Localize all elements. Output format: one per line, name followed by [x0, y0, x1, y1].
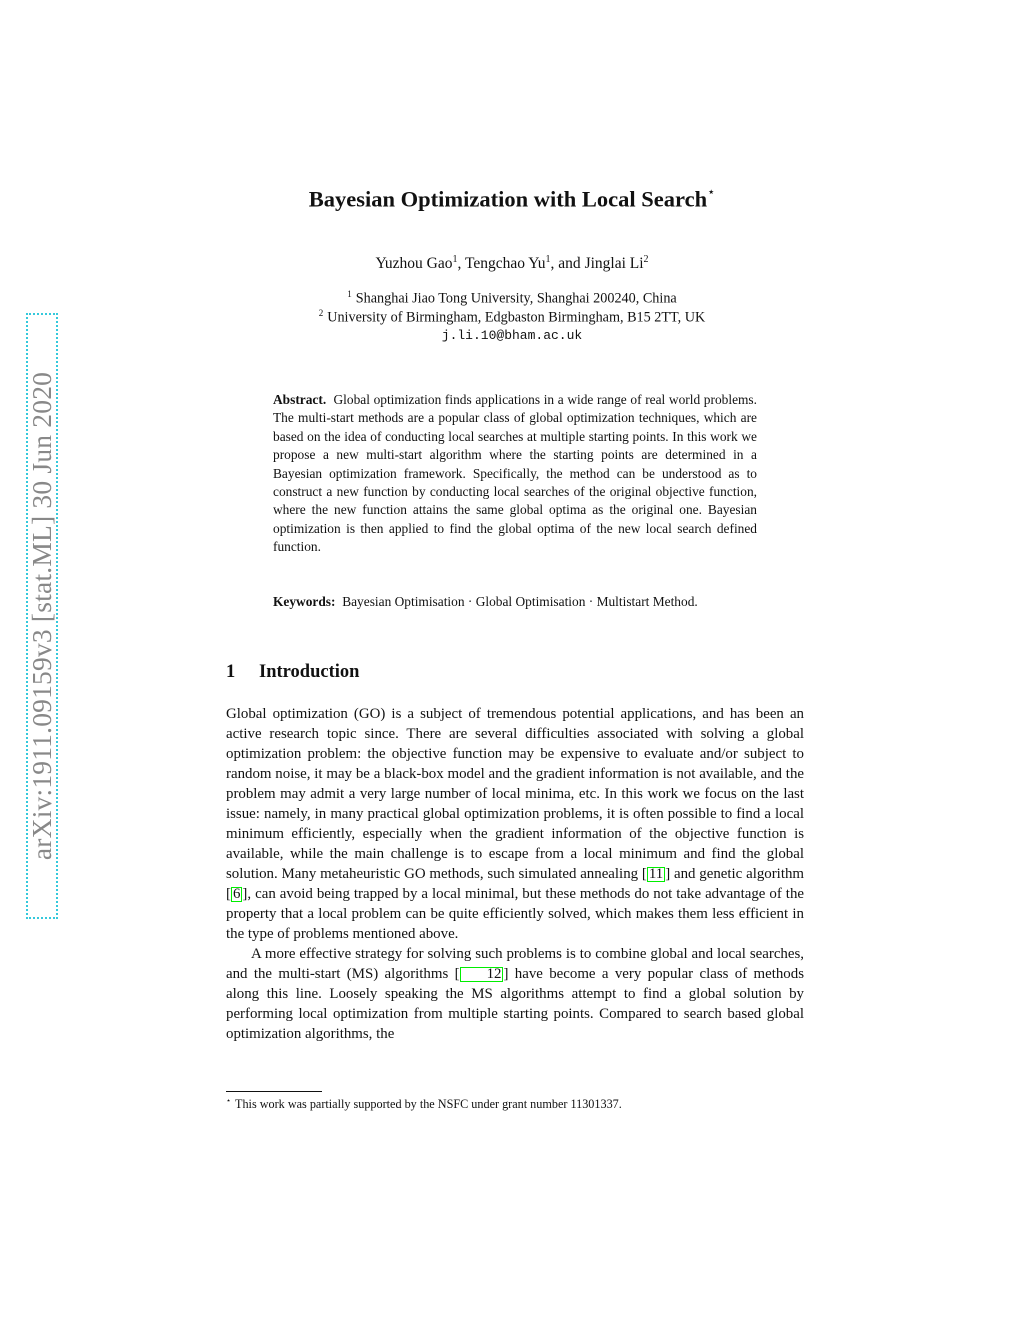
- citation-link[interactable]: [ 11 ]: [641, 866, 671, 882]
- title-footnote-mark: ⋆: [707, 184, 716, 199]
- body-text: [226, 704, 804, 1044]
- section-title: Introduction: [259, 662, 360, 682]
- affiliation-text: University of Birmingham, Edgbaston Birmingham, B15 2TT, UK: [327, 309, 706, 326]
- paragraph-text: A more effective strategy for solving such problems is to combine global and local searches, and the multi-start (MS) algorithms: [226, 946, 804, 982]
- keywords-text: Bayesian Optimisation · Global Optimisation · Multistart Method.: [342, 594, 698, 609]
- author-name: Yuzhou Gao: [375, 255, 453, 273]
- author-separator: ,: [457, 255, 465, 273]
- paragraph-text: Global optimization (GO) is a subject of tremendous potential applications, and has been an active research topic since. There are several difficulties associated with solving a global optimization problem: the objective function may be expensive to evaluate and/or subject to random noise, it may be a black-box model and the gradient information is not available, and the problem may admit a very large number of local minima, etc. In this work we focus on the last issue: namely, in many practical global optimization problems, it is often possible to find a local minimum efficiently, especially when the gradient information of the objective function is available, while the main challenge is to escape from a local minimum and find the global solution. Many metaheuristic GO methods, such simulated annealing: [226, 706, 804, 882]
- paper-title: [0, 186, 1024, 213]
- arxiv-stamp-text: arXiv:1911.09159v3 [stat.ML] 30 Jun 2020: [26, 371, 57, 861]
- title-text: Bayesian Optimization with Local Search: [308, 186, 708, 212]
- paragraph-text: and genetic algorithm: [670, 866, 804, 882]
- paragraph: [226, 704, 804, 944]
- affiliation-2: [0, 308, 1024, 327]
- abstract-text: Global optimization finds applications in a wide range of real world problems. The multi-start methods are a popular class of global optimization techniques, which are based on the idea of conducting local searches at multiple starting points. In this work we propose a new multi-start algorithm where the starting points are determined in a Bayesian optimization framework. Specifically, the method can be understood as to construct a new function by conducting local searches of the original objective function, where the new function attains the same global optima as the original one. Bayesian optimization is then applied to find the global optima of the new local search defined function.: [273, 392, 757, 555]
- author-affil-mark: 2: [643, 254, 649, 265]
- abstract: [273, 391, 757, 557]
- section-heading: [226, 662, 359, 683]
- author-separator: , and: [550, 255, 585, 273]
- paragraph-text: , can avoid being trapped by a local minimal, but these methods do not take advantage of the property that a local problem can be quite efficiently solved, which makes them less efficient in the type of problems mentioned above.: [226, 886, 804, 942]
- citation-link[interactable]: [ 6 ]: [226, 886, 248, 902]
- footnote: [226, 1096, 622, 1112]
- citation-number[interactable]: 11: [648, 866, 664, 882]
- author-affil-mark: 1: [545, 254, 551, 265]
- section-number: 1: [226, 662, 236, 682]
- paragraph: [226, 944, 804, 1044]
- affiliation-text: Shanghai Jiao Tong University, Shanghai 200240, China: [355, 290, 677, 307]
- paragraph-text: have become a very popular class of methods along this line. Loosely speaking the MS algorithms attempt to find a global solution by performing local optimization from multiple starting points. Compared to search based global optimization algorithms, the: [226, 966, 804, 1042]
- footnote-mark: ⋆: [226, 1096, 232, 1105]
- citation-link[interactable]: [ 12 ]: [454, 966, 509, 982]
- author-email[interactable]: j.li.10@bham.ac.uk: [441, 328, 583, 343]
- keywords-label: Keywords:: [273, 594, 336, 609]
- keywords: [273, 593, 757, 611]
- citation-number[interactable]: 12: [460, 967, 504, 982]
- arxiv-stamp: [26, 313, 58, 919]
- author-affil-mark: 1: [452, 254, 458, 265]
- author-name: Tengchao Yu: [464, 255, 546, 273]
- affiliation-mark: 1: [347, 289, 352, 299]
- footnote-rule: [226, 1091, 322, 1092]
- author-list: [0, 254, 1024, 273]
- affiliation-mark: 2: [318, 308, 324, 318]
- citation-number[interactable]: 6: [232, 886, 241, 902]
- affiliation-1: [0, 289, 1024, 308]
- abstract-label: Abstract.: [273, 392, 327, 407]
- author-name: Jinglai Li: [584, 255, 644, 273]
- footnote-text: This work was partially supported by the NSFC under grant number 11301337.: [235, 1097, 622, 1112]
